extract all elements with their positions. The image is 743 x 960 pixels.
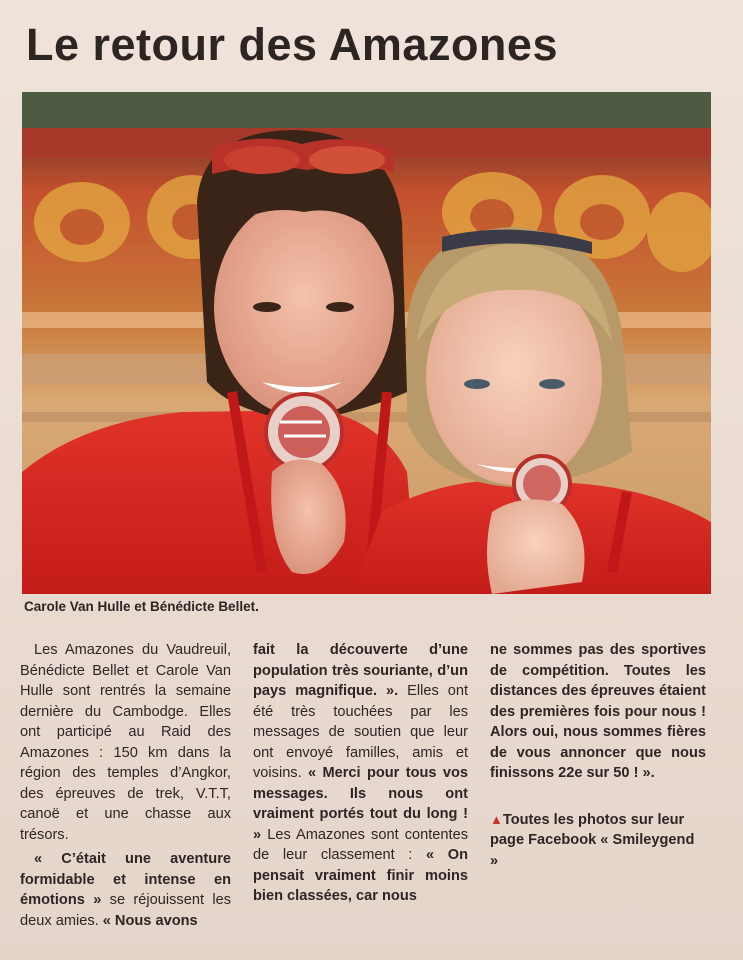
- article-column-2: [253, 640, 468, 907]
- paragraph-text: Les Amazones sont contentes de leur classement :: [253, 826, 468, 863]
- paragraph-text: Elles ont été très touchées par les messages de soutien que leur ont envoyé familles, amis et voisins.: [253, 683, 468, 781]
- quote-bold: « Nous avons: [102, 912, 198, 929]
- note-text: Toutes les photos sur leur page Facebook « Smileygend »: [490, 811, 695, 869]
- facebook-note: [490, 810, 706, 872]
- quote-bold: ne sommes pas des sportives de compétition. Toutes les distances des épreuves étaient des premières fois pour nous ! Alors oui, nous sommes fières de vous annoncer que nous finissons 22e sur 50 ! ».: [490, 642, 706, 781]
- paragraph: Les Amazones du Vaudreuil, Bénédicte Bellet et Carole Van Hulle sont rentrés la semaine dernière du Cambodge. Elles ont participé au Raid des Amazones : 150 km dans la région des temples d’Angkor, des épreuves de trek, V.T.T, canoë et une chasse aux trésors.: [20, 642, 231, 843]
- photo-caption: Carole Van Hulle et Bénédicte Bellet.: [24, 599, 259, 614]
- quote-bold: « C’était une aventure formidable et intense en émotions »: [20, 851, 231, 908]
- paragraph: [20, 849, 231, 931]
- article-column-1: [20, 640, 231, 931]
- article-headline: Le retour des Amazones: [26, 19, 558, 70]
- paragraph-text: se réjouissent les deux amies.: [20, 892, 231, 929]
- photo-illustration: [22, 92, 711, 594]
- article-column-3: [490, 640, 706, 871]
- paragraph: [253, 640, 468, 907]
- quote-bold: « Merci pour tous vos messages. Ils nous ont vraiment portés tout du long ! »: [253, 765, 468, 843]
- quote-bold: fait la découverte d’une population très souriante, d’un pays magnifique. ».: [253, 642, 468, 699]
- article-photo: [22, 92, 711, 594]
- quote-bold: « On pensait vraiment finir moins bien classées, car nous: [253, 847, 469, 904]
- triangle-icon: ▲: [490, 811, 503, 827]
